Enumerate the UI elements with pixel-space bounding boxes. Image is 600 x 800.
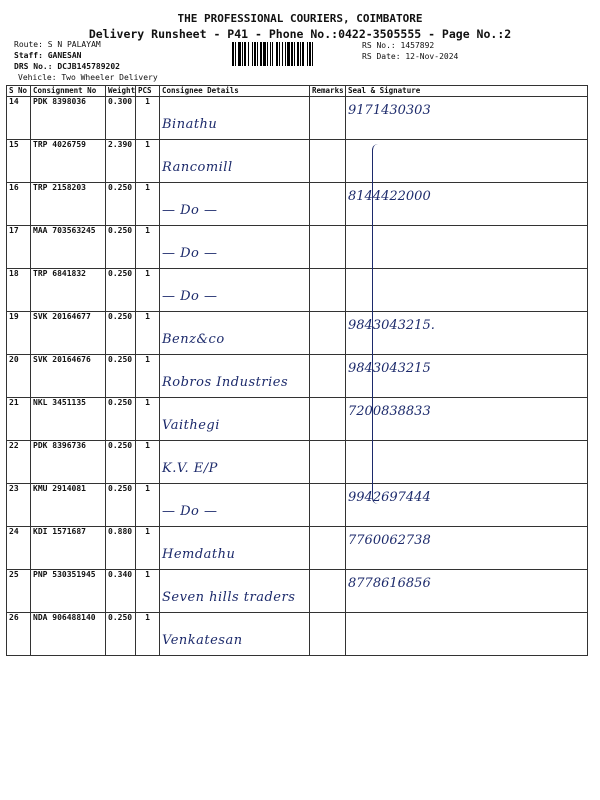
barcode-bar	[291, 42, 293, 66]
header-weight: Weight	[106, 86, 136, 97]
row-pcs: 1	[136, 570, 160, 613]
row-consignee-handwriting: Binathu	[162, 117, 218, 132]
row-sno: 16	[7, 183, 31, 226]
barcode-bar	[232, 42, 234, 66]
table-row	[7, 398, 588, 441]
row-remarks	[310, 312, 346, 355]
row-consignment-no: TRP 4026759	[31, 140, 106, 183]
row-remarks	[310, 613, 346, 656]
table-row	[7, 355, 588, 398]
row-pcs: 1	[136, 140, 160, 183]
row-consignee-handwriting: Robros Industries	[162, 375, 289, 390]
row-consignment-no: KDI 1571687	[31, 527, 106, 570]
row-consignment-no: TRP 2158203	[31, 183, 106, 226]
barcode-bar	[294, 42, 295, 66]
row-sno: 19	[7, 312, 31, 355]
row-consignment-no: PDK 8398036	[31, 97, 106, 140]
row-consignment-no: KMU 2914081	[31, 484, 106, 527]
row-consignee-cell	[160, 527, 310, 570]
row-sno: 14	[7, 97, 31, 140]
row-consignee-cell	[160, 570, 310, 613]
barcode-bar	[302, 42, 304, 66]
barcode-bar	[287, 42, 290, 66]
barcode-bar	[254, 42, 256, 66]
row-weight: 0.250	[106, 312, 136, 355]
row-consignee-cell	[160, 398, 310, 441]
row-consignee-cell	[160, 269, 310, 312]
row-remarks	[310, 97, 346, 140]
table-row	[7, 183, 588, 226]
barcode-bar	[267, 42, 268, 66]
barcode-bar	[309, 42, 311, 66]
row-pcs: 1	[136, 226, 160, 269]
barcode-bar	[263, 42, 266, 66]
row-signature-handwriting	[348, 613, 585, 619]
row-weight: 0.250	[106, 226, 136, 269]
header-remarks: Remarks	[310, 86, 346, 97]
row-consignee-handwriting: — Do —	[162, 203, 218, 218]
table-row	[7, 97, 588, 140]
row-weight: 0.250	[106, 183, 136, 226]
header-consignment: Consignment No	[31, 86, 106, 97]
row-consignee-cell	[160, 355, 310, 398]
barcode-bar	[260, 42, 262, 66]
row-remarks	[310, 226, 346, 269]
rs-date: RS Date: 12-Nov-2024	[362, 52, 459, 61]
row-remarks	[310, 570, 346, 613]
row-remarks	[310, 140, 346, 183]
row-consignment-no: SVK 20164676	[31, 355, 106, 398]
row-consignee-handwriting: Hemdathu	[162, 547, 236, 562]
row-consignment-no: NKL 3451135	[31, 398, 106, 441]
runsheet-table	[6, 85, 588, 656]
row-sno: 24	[7, 527, 31, 570]
barcode-bar	[257, 42, 258, 66]
header-signature: Seal & Signature	[346, 86, 588, 97]
staff-label: Staff:	[14, 51, 43, 60]
barcode-bar	[244, 42, 246, 66]
table-row	[7, 484, 588, 527]
barcode-bar	[300, 42, 301, 66]
row-signature-handwriting: 8144422000	[348, 189, 431, 204]
row-consignee-cell	[160, 312, 310, 355]
table-row	[7, 226, 588, 269]
drs-line	[14, 62, 120, 72]
row-consignee-handwriting: — Do —	[162, 289, 218, 304]
row-pcs: 1	[136, 355, 160, 398]
row-consignee-handwriting: Vaithegi	[162, 418, 220, 433]
vehicle-label: Vehicle: Two Wheeler Delivery	[18, 73, 158, 82]
row-consignee-handwriting: Venkatesan	[162, 633, 243, 648]
runsheet-subtitle: Delivery Runsheet - P41 - Phone No.:0422-3505555 - Page No.:2	[88, 27, 512, 41]
row-pcs: 1	[136, 441, 160, 484]
row-signature-cell	[346, 97, 588, 140]
rs-number: RS No.: 1457892	[362, 41, 435, 50]
row-remarks	[310, 398, 346, 441]
row-signature-cell	[346, 527, 588, 570]
barcode-bar	[279, 42, 280, 66]
row-consignment-no: TRP 6841832	[31, 269, 106, 312]
row-consignee-cell	[160, 183, 310, 226]
row-remarks	[310, 484, 346, 527]
row-consignee-cell	[160, 97, 310, 140]
row-consignment-no: MAA 703563245	[31, 226, 106, 269]
row-remarks	[310, 269, 346, 312]
table-header-row	[7, 86, 588, 97]
table-row	[7, 140, 588, 183]
table-row	[7, 312, 588, 355]
row-remarks	[310, 527, 346, 570]
row-weight: 2.390	[106, 140, 136, 183]
row-weight: 0.250	[106, 613, 136, 656]
row-weight: 0.880	[106, 527, 136, 570]
row-signature-cell	[346, 570, 588, 613]
barcode-bar	[242, 42, 243, 66]
row-weight: 0.250	[106, 269, 136, 312]
row-signature-handwriting: 7200838833	[348, 404, 431, 419]
row-pcs: 1	[136, 527, 160, 570]
barcode-bar	[272, 42, 273, 66]
row-signature-handwriting: 9171430303	[348, 103, 431, 118]
barcode-bar	[238, 42, 241, 66]
company-title: THE PROFESSIONAL COURIERS, COIMBATORE	[177, 12, 423, 25]
row-pcs: 1	[136, 97, 160, 140]
row-consignee-cell	[160, 226, 310, 269]
row-pcs: 1	[136, 613, 160, 656]
row-consignee-handwriting: Rancomill	[162, 160, 233, 175]
row-pcs: 1	[136, 312, 160, 355]
barcode-image	[232, 42, 352, 66]
barcode-bar	[276, 42, 278, 66]
barcode-bar	[285, 42, 286, 66]
row-consignment-no: SVK 20164677	[31, 312, 106, 355]
barcode-bar	[235, 42, 236, 66]
row-sno: 21	[7, 398, 31, 441]
row-consignee-handwriting: K.V. E/P	[162, 461, 218, 476]
route-label: Route: S N PALAYAM	[14, 40, 101, 49]
row-pcs: 1	[136, 269, 160, 312]
table-row	[7, 527, 588, 570]
row-consignment-no: PNP 530351945	[31, 570, 106, 613]
header-pcs: PCS	[136, 86, 160, 97]
barcode-bar	[307, 42, 308, 66]
row-weight: 0.340	[106, 570, 136, 613]
row-consignment-no: NDA 906488140	[31, 613, 106, 656]
row-consignee-cell	[160, 140, 310, 183]
table-row	[7, 441, 588, 484]
row-remarks	[310, 355, 346, 398]
row-consignee-handwriting: — Do —	[162, 246, 218, 261]
row-sno: 23	[7, 484, 31, 527]
barcode-bar	[297, 42, 299, 66]
row-signature-handwriting: 7760062738	[348, 533, 431, 548]
row-consignment-no: PDK 8396736	[31, 441, 106, 484]
table-row	[7, 570, 588, 613]
row-weight: 0.300	[106, 97, 136, 140]
row-consignee-handwriting: Seven hills traders	[162, 590, 296, 605]
row-weight: 0.250	[106, 484, 136, 527]
table-row	[7, 613, 588, 656]
row-signature-handwriting: 8778616856	[348, 576, 431, 591]
row-weight: 0.250	[106, 398, 136, 441]
row-consignee-cell	[160, 484, 310, 527]
header-sno: S No	[7, 86, 31, 97]
row-consignee-cell	[160, 613, 310, 656]
row-consignee-cell	[160, 441, 310, 484]
row-consignee-handwriting: — Do —	[162, 504, 218, 519]
row-weight: 0.250	[106, 355, 136, 398]
row-pcs: 1	[136, 484, 160, 527]
row-signature-handwriting: 9942697444	[348, 490, 431, 505]
header-consignee: Consignee Details	[160, 86, 310, 97]
row-signature-cell	[346, 613, 588, 656]
handwritten-brace	[372, 144, 387, 504]
row-sno: 25	[7, 570, 31, 613]
row-sno: 17	[7, 226, 31, 269]
row-sno: 26	[7, 613, 31, 656]
barcode-bar	[270, 42, 271, 66]
drs-value: DCJB145789202	[57, 62, 120, 71]
row-remarks	[310, 183, 346, 226]
row-weight: 0.250	[106, 441, 136, 484]
row-signature-handwriting: 9843043215	[348, 361, 431, 376]
row-pcs: 1	[136, 398, 160, 441]
row-sno: 20	[7, 355, 31, 398]
row-sno: 22	[7, 441, 31, 484]
barcode-bar	[252, 42, 253, 66]
staff-value: GANESAN	[47, 51, 82, 60]
row-signature-handwriting: 9843043215.	[348, 318, 435, 333]
row-consignee-handwriting: Benz&co	[162, 332, 225, 347]
barcode-bar	[312, 42, 313, 66]
drs-label: DRS No.:	[14, 62, 53, 71]
staff-line	[14, 51, 81, 61]
barcode-bar	[282, 42, 283, 66]
row-sno: 15	[7, 140, 31, 183]
row-remarks	[310, 441, 346, 484]
row-pcs: 1	[136, 183, 160, 226]
barcode-bar	[248, 42, 249, 66]
row-sno: 18	[7, 269, 31, 312]
table-row	[7, 269, 588, 312]
